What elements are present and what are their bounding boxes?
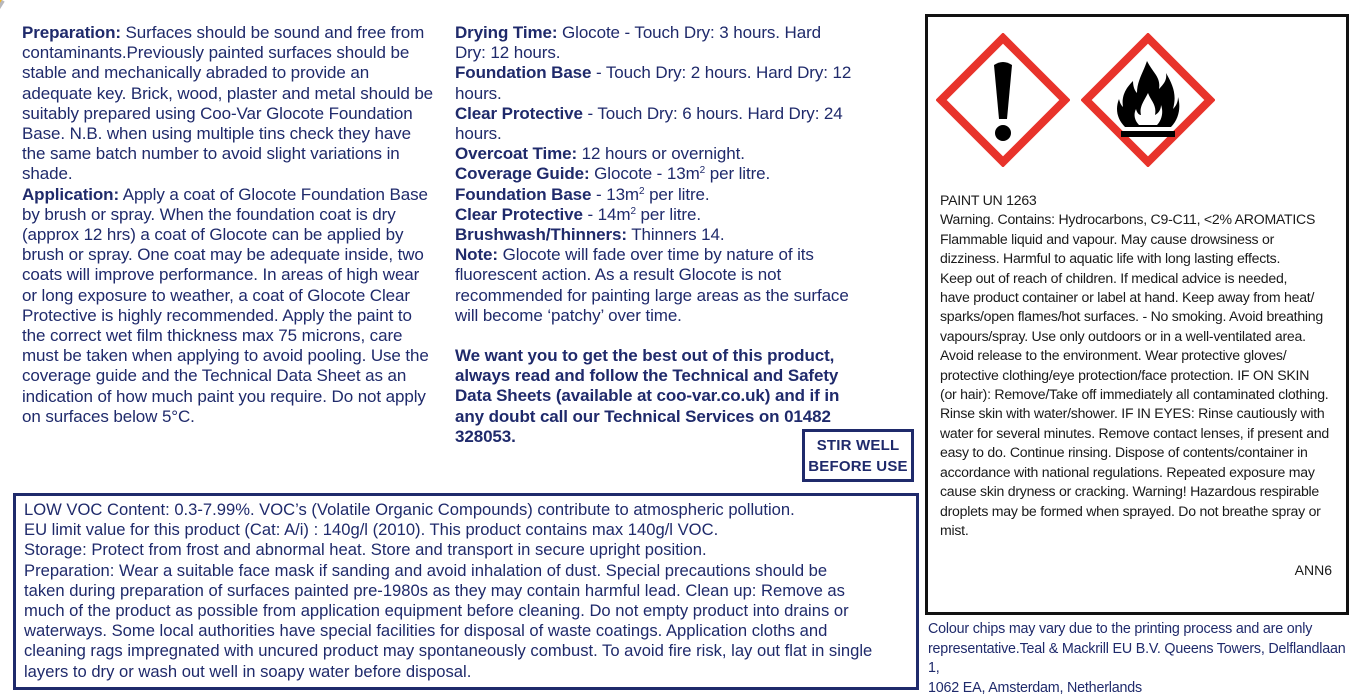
- clear-protective-coverage-text: - 14m: [582, 204, 631, 224]
- hazard-line: Avoid release to the environment. Wear protective gloves/: [940, 347, 1287, 364]
- clear-protective-coverage-label: Clear Protective: [455, 204, 583, 224]
- stir-line-1: STIR WELL: [816, 436, 900, 454]
- preparation-text: Surfaces should be sound and free from contaminants.Previously painted surfaces should be stable and mechanically abraded to provide an adequate key. Brick, wood, plaster and metal should be suitably prepared using Coo-Var Glocote Foundation Base. N.B. when using multiple tins check they have the same batch number to avoid slight variations in shade.: [22, 23, 434, 184]
- hazard-title: PAINT UN 1263: [940, 192, 1037, 208]
- hazard-line: easy to do. Continue rinsing. Dispose of contents/container in: [940, 444, 1308, 461]
- foundation-base-coverage-text: - 13m: [591, 184, 639, 204]
- clear-protective-coverage-suffix: per litre.: [635, 204, 701, 224]
- hazard-line: (or hair): Remove/Take off immediately all contaminated clothing.: [940, 386, 1329, 403]
- application-paragraph: [22, 185, 434, 427]
- foundation-base-coverage-suffix: per litre.: [644, 184, 710, 204]
- voc-line: waterways. Some local authorities have special facilities for disposal of waste coatings. Application cloths and: [24, 621, 828, 641]
- note-label: Note:: [455, 245, 498, 265]
- hazard-line: dizziness. Harmful to aquatic life with long lasting effects.: [940, 250, 1281, 267]
- preparation-label: Preparation:: [22, 23, 121, 42]
- clear-protective-drying-text: - Touch Dry: 6 hours. Hard Dry: 24 hours.: [455, 103, 843, 144]
- corner-gray-stripe: [0, 0, 5, 40]
- hazard-line: Warning. Contains: Hydrocarbons, C9-C11, <2% AROMATICS: [940, 211, 1316, 228]
- hazard-line: water for several minutes. Remove contact lenses, if present and: [940, 424, 1329, 441]
- hazard-label-box: [925, 14, 1349, 615]
- specs-column: [455, 23, 855, 447]
- clear-protective-coverage: [455, 205, 855, 225]
- footer-line: Colour chips may vary due to the printing process and are only: [928, 621, 1313, 637]
- voc-line: Storage: Protect from frost and abnormal heat. Store and transport in secure upright position.: [24, 540, 707, 560]
- voc-line: cleaning rags impregnated with uncured product may spontaneously combust. To avoid fire risk, lay out flat in single: [24, 641, 873, 661]
- superscript: 2: [699, 165, 706, 177]
- drying-time-text: Glocote - Touch Dry: 3 hours. Hard Dry: 12 hours.: [455, 23, 821, 63]
- hazard-line: Keep out of reach of children. If medical advice is needed,: [940, 269, 1288, 286]
- note: [455, 245, 855, 326]
- hazard-line: mist.: [940, 521, 969, 538]
- stir-line-2: BEFORE USE: [808, 457, 908, 475]
- drying-time: [455, 23, 855, 63]
- hazard-line: cause skin dryness or cracking. Warning! Hazardous respirable: [940, 483, 1320, 500]
- hazard-line: Rinse skin with water/shower. IF IN EYES: Rinse cautiously with: [940, 405, 1325, 422]
- clear-protective-drying: [455, 104, 855, 144]
- voc-storage-box: [13, 493, 919, 690]
- hazard-line: droplets may be formed when sprayed. Do not breathe spray or: [940, 502, 1321, 519]
- overcoat-time: [455, 144, 855, 164]
- application-label: Application:: [22, 184, 120, 204]
- note-text: Glocote will fade over time by nature of its fluorescent action. As a result Glocote is not recommended for painting large areas as the surface will become ‘patchy’ over time.: [455, 245, 849, 325]
- hazard-line: protective clothing/eye protection/face protection. IF ON SKIN: [940, 366, 1310, 383]
- voc-line: taken during preparation of surfaces painted pre-1980s as they may contain harmful lead. Clean up: Remove as: [24, 580, 845, 600]
- voc-line: EU limit value for this product (Cat: A/i) : 140g/l (2010). This product contains max 140g/l VOC.: [24, 520, 719, 540]
- brushwash-label: Brushwash/Thinners:: [455, 225, 627, 245]
- foundation-base-drying-label: Foundation Base: [455, 63, 592, 83]
- hazard-line: vapours/spray. Use only outdoors or in a well-ventilated area.: [940, 327, 1306, 344]
- foundation-base-drying: [455, 63, 855, 103]
- voc-line: much of the product as possible from application equipment before cleaning. Do not empty product into drains or: [24, 601, 849, 621]
- coverage-guide-text: Glocote - 13m: [589, 164, 700, 184]
- preparation-paragraph: [22, 23, 434, 185]
- overcoat-time-text: 12 hours or overnight.: [577, 144, 745, 164]
- superscript: 2: [630, 205, 636, 217]
- footer-line: 1062 EA, Amsterdam, Netherlands: [928, 679, 1142, 696]
- hazard-line: sparks/open flames/hot surfaces. - No smoking. Avoid breathing: [940, 308, 1323, 325]
- foundation-base-coverage: [455, 185, 855, 205]
- clear-protective-drying-label: Clear Protective: [455, 103, 583, 123]
- voc-line: LOW VOC Content: 0.3-7.99%. VOC’s (Volatile Organic Compounds) contribute to atmospheric pollution.: [24, 500, 795, 519]
- label-code: ANN6: [1294, 562, 1332, 578]
- voc-line: layers to dry or wash out well in soapy water before disposal.: [24, 661, 472, 681]
- footer-line: representative.Teal & Mackrill EU B.V. Queens Towers, Delflandlaan 1,: [928, 640, 1346, 677]
- hazard-statements: [940, 191, 1340, 540]
- hazard-line: accordance with national regulations. Repeated exposure may: [940, 463, 1315, 480]
- voc-line: Preparation: Wear a suitable face mask if sanding and avoid inhalation of dust. Special precautions should be: [24, 560, 828, 580]
- application-text: Apply a coat of Glocote Foundation Base by brush or spray. When the foundation coat is dry (approx 12 hrs) a coat of Glocote can be applied by brush or spray. One coat may be adequate inside, two coats will improve performance. In areas of high wear or long exposure to weather, a coat of Glocote Clear Protective is highly recommended. Apply the paint to the correct wet film thickness max 75 microns, care must be taken when applying to avoid pooling. Use the coverage guide and the Technical Data Sheet as an indication of how much paint you require. Do not apply on surfaces below 5°C.: [22, 184, 429, 426]
- brushwash-thinners: [455, 225, 855, 245]
- hazard-line: have product container or label at hand. Keep away from heat/: [940, 289, 1315, 306]
- drying-time-label: Drying Time:: [455, 23, 558, 42]
- stir-well-notice: [802, 429, 914, 482]
- brushwash-text: Thinners 14.: [626, 225, 725, 245]
- overcoat-time-label: Overcoat Time:: [455, 144, 578, 164]
- superscript: 2: [638, 185, 645, 197]
- spacer: [455, 326, 855, 346]
- footer-note: [928, 620, 1358, 698]
- hazard-line: Flammable liquid and vapour. May cause drowsiness or: [940, 230, 1275, 247]
- exclamation-mark-icon: [936, 33, 1070, 167]
- coverage-guide-label: Coverage Guide:: [455, 164, 590, 184]
- instructions-column: [22, 23, 434, 427]
- coverage-guide-suffix: per litre.: [705, 164, 771, 184]
- advice-paragraph: We want you to get the best out of this product, always read and follow the Technical and Safety Data Sheets (available at coo-var.co.uk) and if in any doubt call our Technical Services on 01482 328053.: [455, 346, 840, 446]
- foundation-base-drying-text: - Touch Dry: 2 hours. Hard Dry: 12 hours.: [455, 63, 852, 103]
- coverage-guide: [455, 164, 855, 184]
- flame-icon: [1081, 33, 1215, 167]
- foundation-base-coverage-label: Foundation Base: [455, 184, 592, 204]
